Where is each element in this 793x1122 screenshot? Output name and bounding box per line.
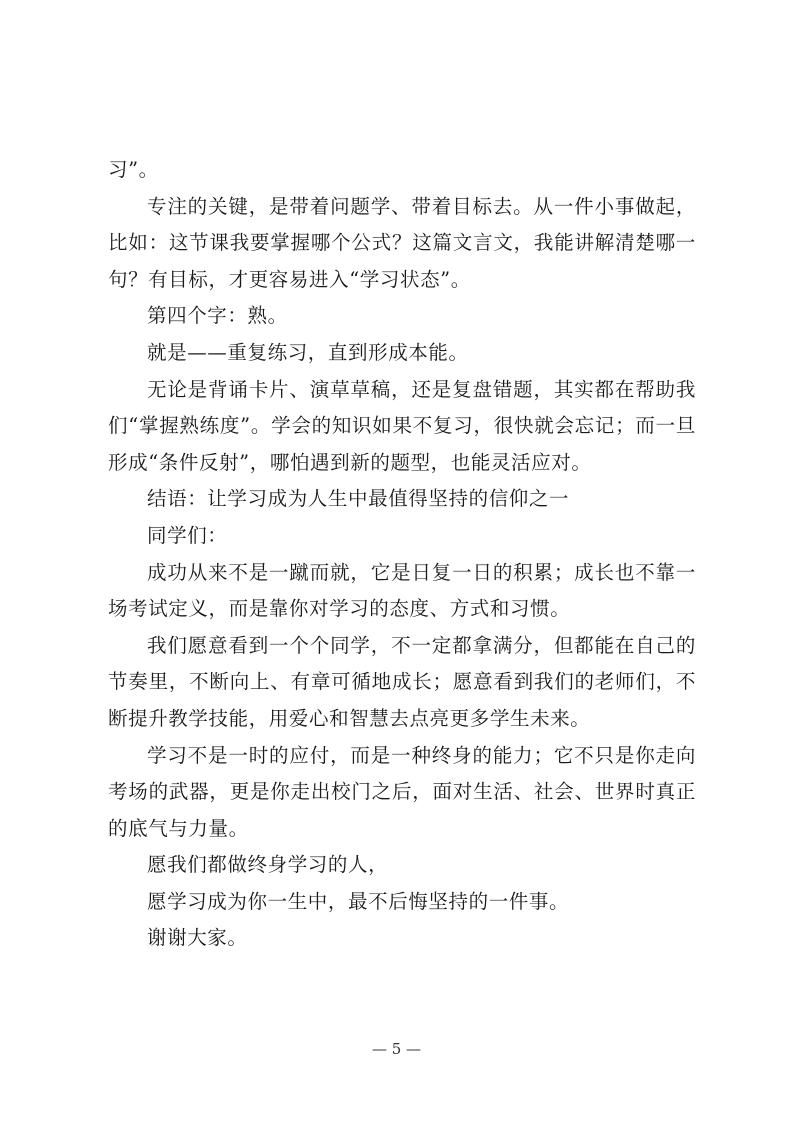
paragraph-wishes: 我们愿意看到一个个同学，不一定都拿满分，但都能在自己的节奏里，不断向上、有章可循地成长；愿意看到我们的老师们，不断提升教学技能，用爱心和智慧去点亮更多学生未来。: [108, 633, 696, 730]
paragraph-repeat-practice: 就是——重复练习，直到形成本能。: [147, 340, 469, 364]
paragraph-hope-1: 愿我们都做终身学习的人，: [147, 853, 389, 877]
paragraph-success: 成功从来不是一蹴而就，它是日复一日的积累；成长也不靠一场考试定义，而是靠你对学习的态度、方式和习惯。: [108, 560, 696, 621]
paragraph-thanks: 谢谢大家。: [147, 926, 248, 950]
paragraph-proficiency: 无论是背诵卡片、演草草稿，还是复盘错题，其实都在帮助我们“掌握熟练度”。学会的知识如果不复习，很快就会忘记；而一旦形成“条件反射”，哪怕遇到新的题型，也能灵活应对。: [108, 377, 696, 474]
section-heading-conclusion: 结语：让学习成为人生中最值得坚持的信仰之一: [147, 487, 570, 511]
section-heading-fourth-word: 第四个字：熟。: [147, 304, 288, 328]
paragraph-continuation: 习”。: [108, 158, 159, 181]
document-body: [108, 152, 696, 957]
paragraph-focus-key: 专注的关键，是带着问题学、带着目标去。从一件小事做起，比如：这节课我要掌握哪个公式？这篇文言文，我能讲解清楚哪一句？有目标，才更容易进入“学习状态”。: [108, 194, 696, 291]
paragraph-hope-2: 愿学习成为你一生中，最不后悔坚持的一件事。: [147, 889, 570, 913]
paragraph-salutation: 同学们：: [147, 523, 228, 547]
paragraph-lifelong-learning: 学习不是一时的应付，而是一种终身的能力；它不只是你走向考场的武器，更是你走出校门之后，面对生活、社会、世界时真正的底气与力量。: [108, 743, 696, 840]
page-number: — 5 —: [371, 1040, 422, 1058]
